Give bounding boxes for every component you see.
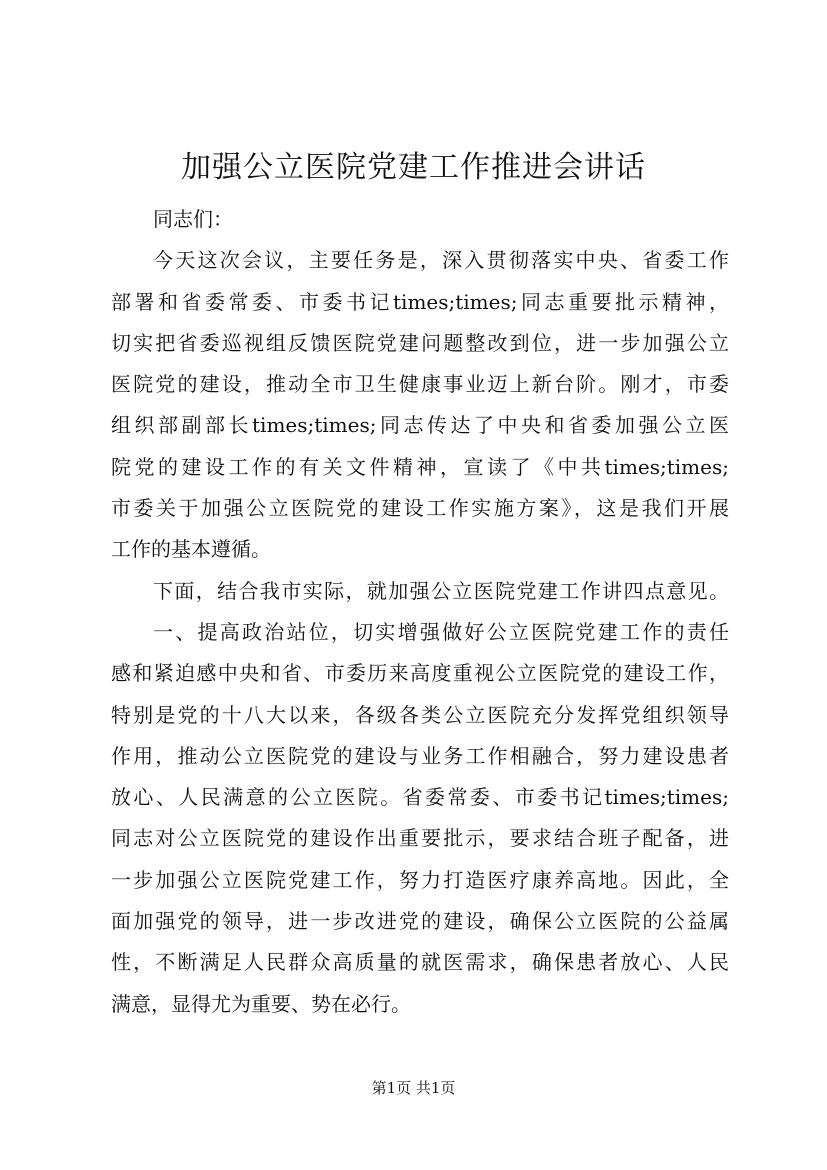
paragraph-1-line-7: 市委关于加强公立医院党的建设工作实施方案》，这是我们开展 [111, 496, 729, 521]
paragraph-3-line-9: 性，不断满足人民群众高质量的就医需求，确保患者放心、人民 [111, 950, 729, 975]
paragraph-3-line-5: 放心、人民满意的公立医院。省委常委、市委书记times;times; [111, 785, 729, 810]
paragraph-3-line-7: 一步加强公立医院党建工作，努力打造医疗康养高地。因此，全 [111, 867, 729, 892]
document-body [111, 199, 729, 1025]
paragraph-3-line-4: 作用，推动公立医院党的建设与业务工作相融合，努力建设患者 [111, 743, 729, 768]
paragraph-2-line-1: 下面，结合我市实际，就加强公立医院党建工作讲四点意见。 [153, 578, 729, 603]
paragraph-1-line-2: 部署和省委常委、市委书记times;times;同志重要批示精神， [111, 289, 729, 314]
page-number-footer: 第1页 共1页 [371, 1079, 456, 1097]
paragraph-3-line-1: 一、提高政治站位，切实增强做好公立医院党建工作的责任 [153, 619, 729, 644]
paragraph-3-line-8: 面加强党的领导，进一步改进党的建设，确保公立医院的公益属 [111, 909, 729, 934]
paragraph-1-line-8: 工作的基本遵循。 [111, 537, 271, 562]
document-title: 加强公立医院党建工作推进会讲话 [181, 150, 646, 185]
paragraph-1-line-3: 切实把省委巡视组反馈医院党建问题整改到位，进一步加强公立 [111, 330, 729, 355]
paragraph-3-line-2: 感和紧迫感中央和省、市委历来高度重视公立医院党的建设工作， [111, 661, 729, 686]
paragraph-3-line-10: 满意，显得尤为重要、势在必行。 [111, 991, 411, 1016]
paragraph-3-line-3: 特别是党的十八大以来，各级各类公立医院充分发挥党组织领导 [111, 702, 729, 727]
paragraph-1-line-5: 组织部副部长times;times;同志传达了中央和省委加强公立医 [111, 413, 729, 438]
paragraph-1-line-6: 院党的建设工作的有关文件精神，宣读了《中共times;times; [111, 454, 729, 479]
paragraph-1-line-4: 医院党的建设，推动全市卫生健康事业迈上新台阶。刚才，市委 [111, 372, 729, 397]
paragraph-1-line-1: 今天这次会议，主要任务是，深入贯彻落实中央、省委工作 [153, 248, 729, 273]
paragraph-3-line-6: 同志对公立医院党的建设作出重要批示，要求结合班子配备，进 [111, 826, 729, 851]
salutation-line: 同志们： [153, 207, 233, 231]
